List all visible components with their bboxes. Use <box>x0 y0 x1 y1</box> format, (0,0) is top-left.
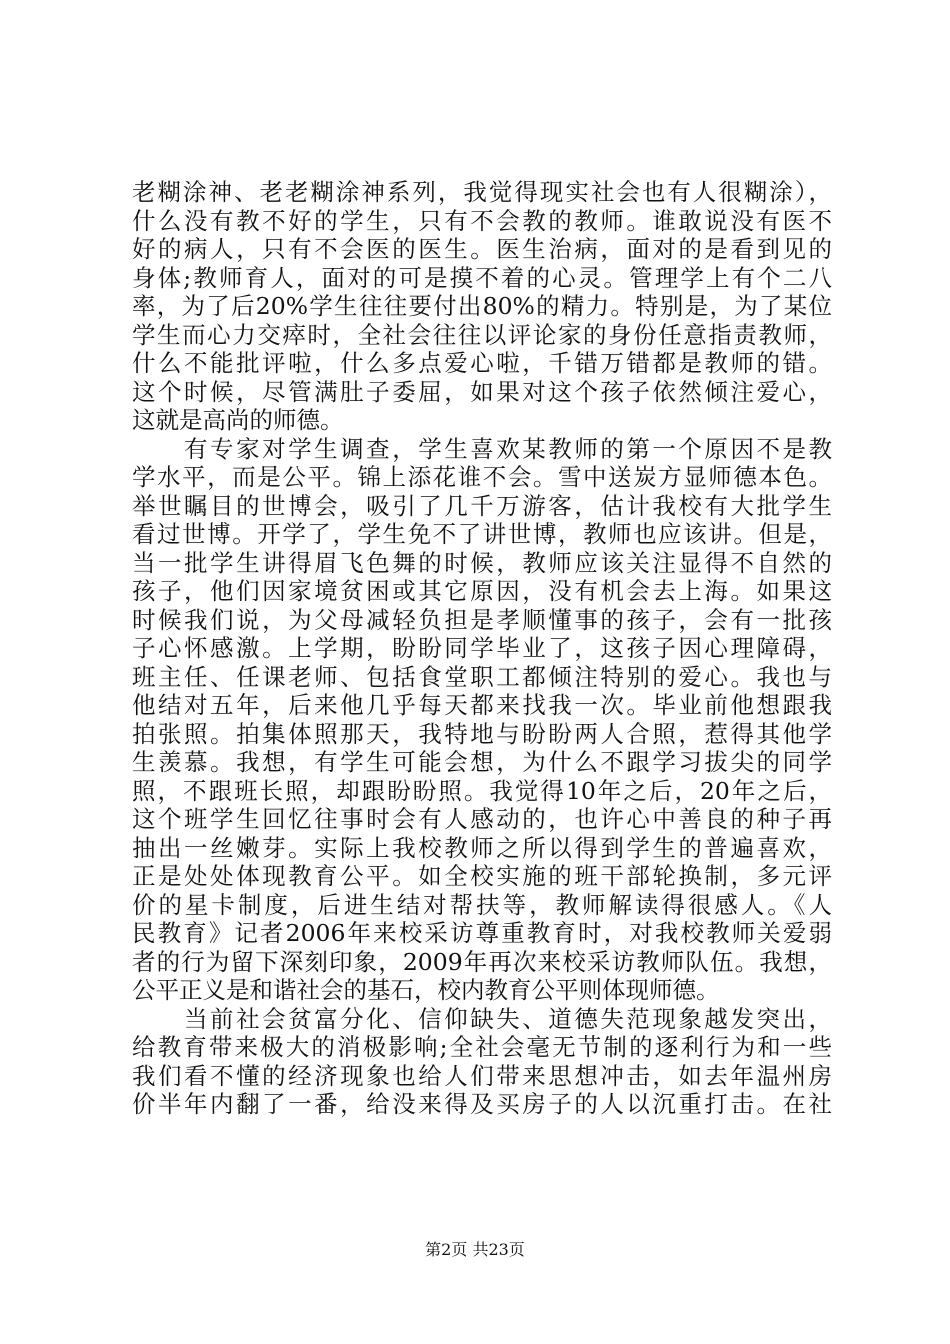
text-line: 拍张照。拍集体照那天，我特地与盼盼两人合照，惹得其他学 <box>132 719 832 748</box>
text-line: 这个班学生回忆往事时会有人感动的，也许心中善良的种子再 <box>132 805 832 833</box>
text-line: 学生而心力交瘁时，全社会往往以评论家的身份任意指责教师， <box>132 320 832 349</box>
text-line: 民教育》记者2006年来校采访尊重教育时，对我校教师关爱弱 <box>132 919 832 947</box>
text-line: 价半年内翻了一番，给没来得及买房子的人以沉重打击。在社 <box>132 1090 832 1118</box>
text-line: 抽出一丝嫩芽。实际上我校教师之所以得到学生的普遍喜欢， <box>132 833 832 862</box>
text-line: 价的星卡制度，后进生结对帮扶等，教师解读得很感人。《人 <box>132 890 832 919</box>
text-line: 有专家对学生调查，学生喜欢某教师的第一个原因不是教 <box>132 434 832 463</box>
text-line: 公平正义是和谐社会的基石，校内教育公平则体现师德。 <box>132 976 720 1004</box>
text-line: 他结对五年，后来他几乎每天都来找我一次。毕业前他想跟我 <box>132 691 832 719</box>
text-line: 看过世博。开学了，学生免不了讲世博，教师也应该讲。但是， <box>132 520 832 548</box>
text-line: 照，不跟班长照，却跟盼盼照。我觉得10年之后，20年之后， <box>132 776 832 805</box>
text-line: 好的病人，只有不会医的医生。医生治病，面对的是看到见的 <box>132 235 832 263</box>
text-line: 正是处处体现教育公平。如全校实施的班干部轮换制，多元评 <box>132 862 832 890</box>
text-line: 者的行为留下深刻印象，2009年再次来校采访教师队伍。我想， <box>132 947 832 976</box>
text-line: 子心怀感激。上学期，盼盼同学毕业了，这孩子因心理障碍， <box>132 634 832 662</box>
text-line: 什么不能批评啦，什么多点爱心啦，千错万错都是教师的错。 <box>132 349 832 377</box>
text-line: 当一批学生讲得眉飞色舞的时候，教师应该关注显得不自然的 <box>132 548 832 577</box>
text-line: 这个时候，尽管满肚子委屈，如果对这个孩子依然倾注爱心， <box>132 377 832 406</box>
text-line: 生羡慕。我想，有学生可能会想，为什么不跟学习拔尖的同学 <box>132 748 832 776</box>
page-number: 第2页 共23页 <box>425 1240 525 1259</box>
text-line: 率，为了后20%学生往往要付出80%的精力。特别是，为了某位 <box>132 292 832 320</box>
text-line: 老糊涂神、老老糊涂神系列，我觉得现实社会也有人很糊涂）， <box>132 178 832 206</box>
text-line: 我们看不懂的经济现象也给人们带来思想冲击，如去年温州房 <box>132 1061 832 1090</box>
text-line: 时候我们说，为父母减轻负担是孝顺懂事的孩子，会有一批孩 <box>132 605 832 634</box>
text-line: 学水平，而是公平。锦上添花谁不会。雪中送炭方显师德本色。 <box>132 463 832 491</box>
text-line: 举世瞩目的世博会，吸引了几千万游客，估计我校有大批学生 <box>132 491 832 520</box>
body-text <box>132 178 832 1119</box>
text-line: 什么没有教不好的学生，只有不会教的教师。谁敢说没有医不 <box>132 206 832 235</box>
text-line: 这就是高尚的师德。 <box>132 406 344 434</box>
text-line: 当前社会贫富分化、信仰缺失、道德失范现象越发突出， <box>132 1004 832 1033</box>
text-line: 孩子，他们因家境贫困或其它原因，没有机会去上海。如果这 <box>132 577 832 605</box>
text-line: 给教育带来极大的消极影响;全社会毫无节制的逐利行为和一些 <box>132 1033 832 1061</box>
text-line: 身体;教师育人，面对的可是摸不着的心灵。管理学上有个二八 <box>132 263 832 292</box>
text-line: 班主任、任课老师、包括食堂职工都倾注特别的爱心。我也与 <box>132 662 832 691</box>
page-footer <box>0 1240 950 1260</box>
